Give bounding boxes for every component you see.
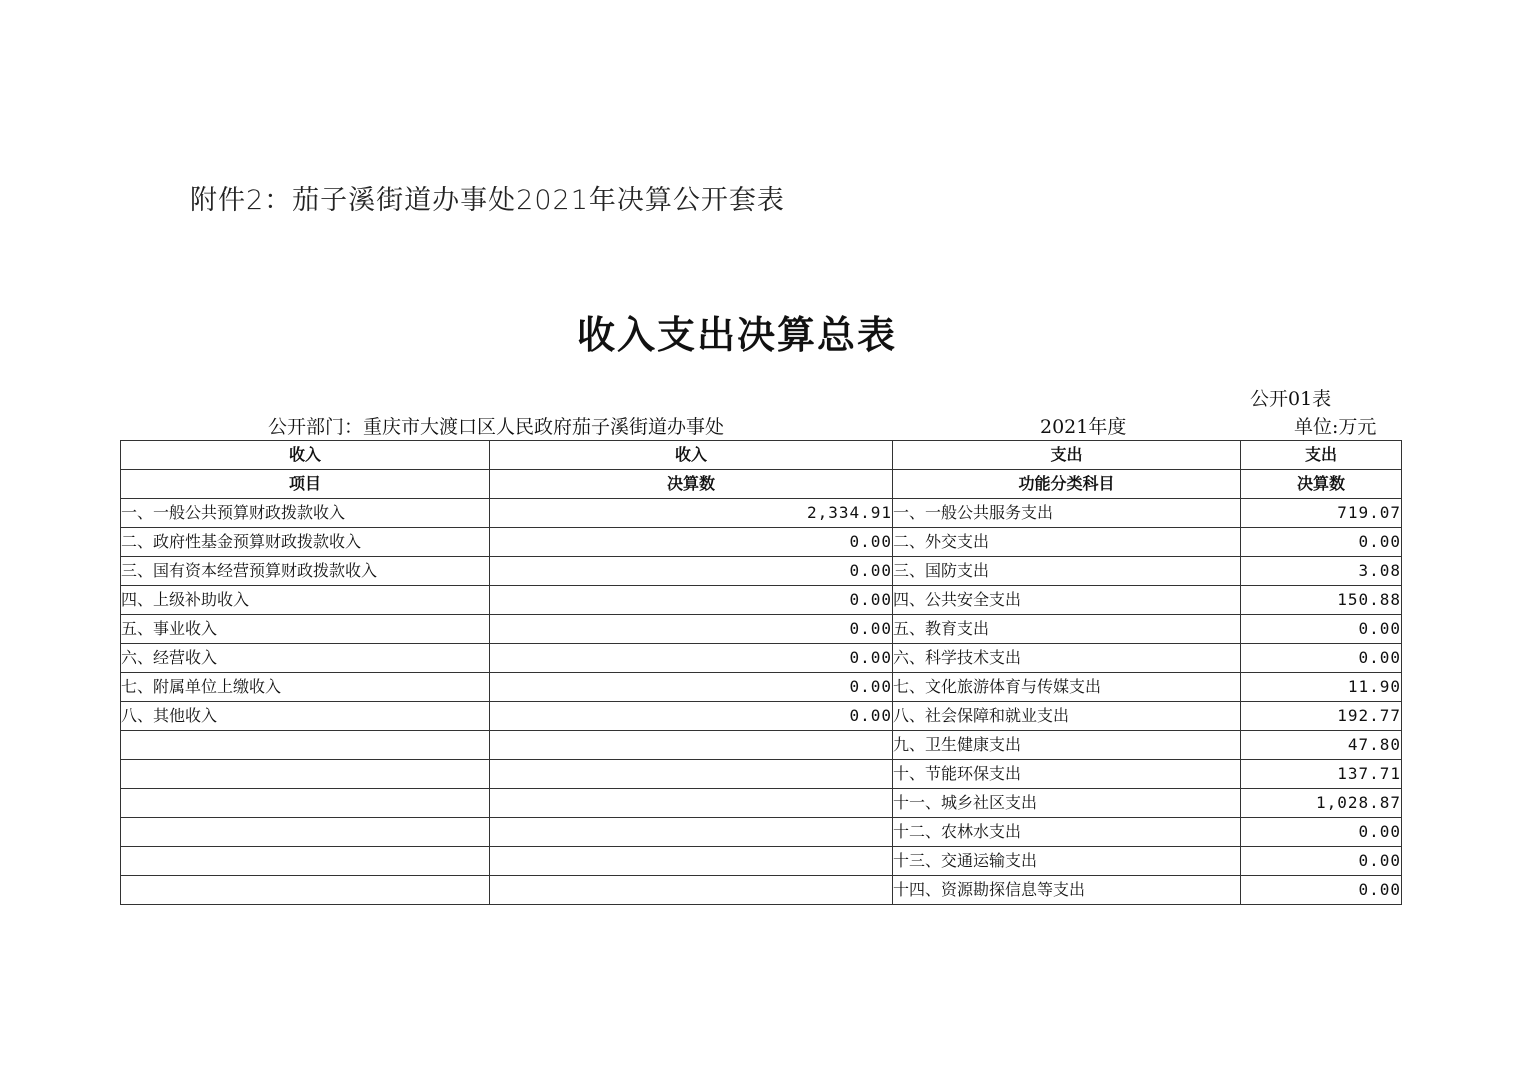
table-row (121, 673, 1402, 702)
header-row-category (121, 441, 1402, 470)
expense-amount: 192.77 (1241, 702, 1402, 731)
page-title: 收入支出决算总表 (576, 313, 897, 357)
expense-item: 九、卫生健康支出 (893, 731, 1241, 760)
expense-item: 十一、城乡社区支出 (893, 789, 1241, 818)
expense-amount: 0.00 (1241, 847, 1402, 876)
expense-amount: 137.71 (1241, 760, 1402, 789)
income-item (121, 847, 490, 876)
table-row (121, 760, 1402, 789)
expense-item: 一、一般公共服务支出 (893, 499, 1241, 528)
income-expense-table (120, 440, 1402, 905)
table-row (121, 731, 1402, 760)
income-item (121, 818, 490, 847)
expense-amount: 0.00 (1241, 818, 1402, 847)
expense-item: 七、文化旅游体育与传媒支出 (893, 673, 1241, 702)
expense-amount: 3.08 (1241, 557, 1402, 586)
expense-amount: 0.00 (1241, 615, 1402, 644)
header-amount: 决算数 (1241, 470, 1402, 499)
income-item: 五、事业收入 (121, 615, 490, 644)
income-item (121, 789, 490, 818)
table-row (121, 876, 1402, 905)
income-item: 三、国有资本经营预算财政拨款收入 (121, 557, 490, 586)
expense-amount: 1,028.87 (1241, 789, 1402, 818)
header-amount: 决算数 (490, 470, 893, 499)
table-row (121, 586, 1402, 615)
income-amount: 0.00 (490, 673, 893, 702)
income-amount: 0.00 (490, 586, 893, 615)
income-item: 一、一般公共预算财政拨款收入 (121, 499, 490, 528)
table-row (121, 557, 1402, 586)
income-item (121, 731, 490, 760)
header-item: 项目 (121, 470, 490, 499)
expense-amount: 11.90 (1241, 673, 1402, 702)
expense-item: 八、社会保障和就业支出 (893, 702, 1241, 731)
expense-amount: 0.00 (1241, 876, 1402, 905)
income-item: 二、政府性基金预算财政拨款收入 (121, 528, 490, 557)
income-item (121, 876, 490, 905)
header-income: 收入 (121, 441, 490, 470)
expense-item: 六、科学技术支出 (893, 644, 1241, 673)
income-item: 七、附属单位上缴收入 (121, 673, 490, 702)
expense-amount: 150.88 (1241, 586, 1402, 615)
income-amount: 0.00 (490, 702, 893, 731)
table-row (121, 644, 1402, 673)
expense-amount: 47.80 (1241, 731, 1402, 760)
income-item (121, 760, 490, 789)
header-income: 收入 (490, 441, 893, 470)
income-amount (490, 876, 893, 905)
income-amount (490, 847, 893, 876)
income-item: 八、其他收入 (121, 702, 490, 731)
header-row-columns (121, 470, 1402, 499)
table-row (121, 528, 1402, 557)
income-amount: 0.00 (490, 557, 893, 586)
income-item: 四、上级补助收入 (121, 586, 490, 615)
table-row (121, 499, 1402, 528)
table-row (121, 615, 1402, 644)
income-amount: 0.00 (490, 528, 893, 557)
expense-amount: 719.07 (1241, 499, 1402, 528)
income-amount (490, 789, 893, 818)
expense-item: 二、外交支出 (893, 528, 1241, 557)
expense-amount: 0.00 (1241, 644, 1402, 673)
expense-item: 十二、农林水支出 (893, 818, 1241, 847)
expense-amount: 0.00 (1241, 528, 1402, 557)
attachment-title: 附件2：茄子溪街道办事处2021年决算公开套表 (190, 185, 785, 216)
expense-item: 十四、资源勘探信息等支出 (893, 876, 1241, 905)
income-amount: 2,334.91 (490, 499, 893, 528)
department-label: 公开部门：重庆市大渡口区人民政府茄子溪街道办事处 (268, 416, 725, 438)
table-row (121, 818, 1402, 847)
income-amount: 0.00 (490, 615, 893, 644)
unit-label: 单位:万元 (1294, 416, 1377, 438)
income-amount (490, 818, 893, 847)
table-row (121, 702, 1402, 731)
expense-item: 三、国防支出 (893, 557, 1241, 586)
expense-item: 十三、交通运输支出 (893, 847, 1241, 876)
header-expense: 支出 (1241, 441, 1402, 470)
fiscal-year: 2021年度 (1040, 416, 1127, 438)
header-expense: 支出 (893, 441, 1241, 470)
income-amount (490, 731, 893, 760)
table-row (121, 847, 1402, 876)
expense-item: 十、节能环保支出 (893, 760, 1241, 789)
income-amount: 0.00 (490, 644, 893, 673)
expense-item: 四、公共安全支出 (893, 586, 1241, 615)
header-function-category: 功能分类科目 (893, 470, 1241, 499)
expense-item: 五、教育支出 (893, 615, 1241, 644)
table-row (121, 789, 1402, 818)
income-item: 六、经营收入 (121, 644, 490, 673)
income-amount (490, 760, 893, 789)
table-number: 公开01表 (1250, 388, 1332, 410)
